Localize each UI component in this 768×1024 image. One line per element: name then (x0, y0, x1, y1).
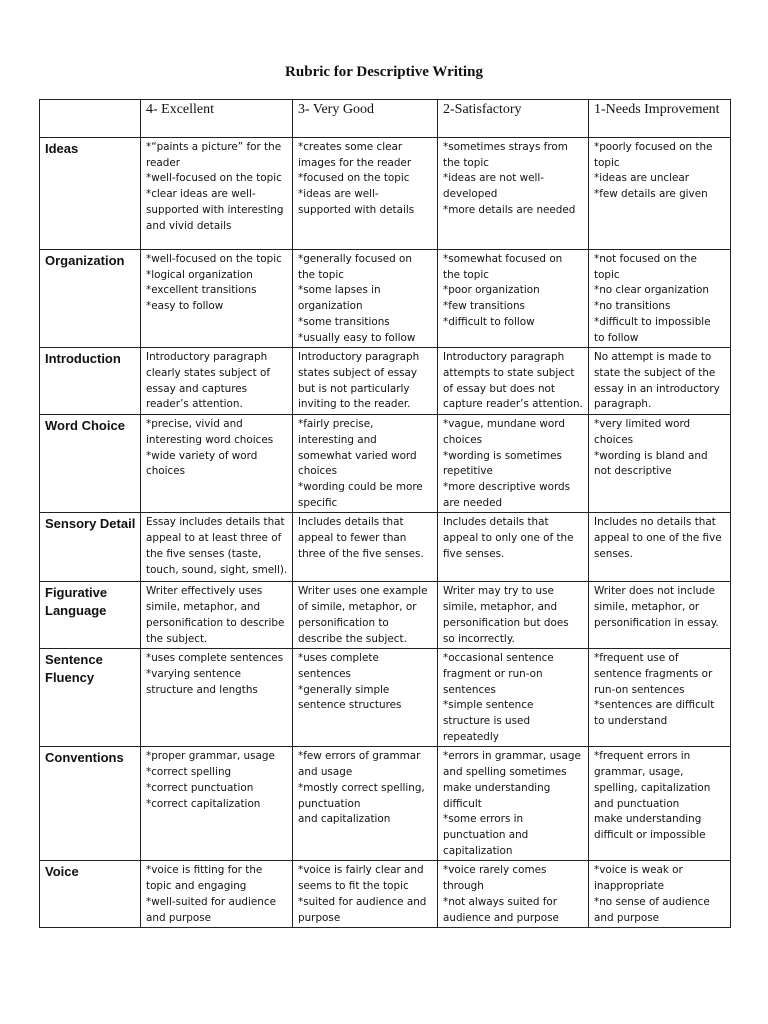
cell-text-line: spelling, capitalization (594, 781, 711, 794)
table-cell (438, 348, 589, 415)
cell-text-line: sentences (298, 667, 351, 680)
cell-text-line: *correct punctuation (146, 781, 254, 794)
column-header-satisfactory: 2-Satisfactory (438, 100, 589, 138)
table-cell (438, 250, 589, 348)
cell-text-line: difficult (443, 797, 482, 810)
cell-text-line: sentences (443, 683, 496, 696)
cell-text-line: *voice is weak or (594, 864, 683, 877)
table-cell (141, 513, 293, 582)
table-cell (293, 415, 438, 513)
cell-text-line: the subject. (146, 632, 208, 645)
cell-text-line: and capitalization (298, 813, 391, 826)
cell-text-line: *no sense of audience (594, 895, 710, 908)
cell-text-line: appeal to at least three of (146, 532, 282, 545)
cell-text-line: personification but does (443, 616, 569, 629)
cell-text-line: *easy to follow (146, 300, 224, 313)
cell-text-line: attempts to state subject (443, 366, 575, 379)
cell-text-line: personification in essay. (594, 616, 719, 629)
cell-text-line: through (443, 880, 484, 893)
row-header-criterion: Organization (40, 250, 141, 348)
cell-text-line: the five senses (taste, (146, 547, 262, 560)
cell-text-line: *few transitions (443, 300, 525, 313)
cell-text-line: seems to fit the topic (298, 880, 409, 893)
cell-text-line: essay in an introductory (594, 382, 720, 395)
row-header-criterion: Introduction (40, 348, 141, 415)
cell-text-line: five senses. (443, 547, 505, 560)
cell-text-line: Introductory paragraph (298, 351, 420, 364)
cell-text-line: *uses complete sentences (146, 652, 284, 665)
cell-text-line: *voice rarely comes (443, 864, 547, 877)
cell-text-line: personification to (298, 616, 389, 629)
table-cell (589, 649, 731, 747)
cell-text-line: Includes details that (298, 516, 404, 529)
cell-text-line: *correct spelling (146, 766, 232, 779)
table-row (40, 513, 731, 582)
cell-text-line: choices (443, 433, 483, 446)
cell-text-line: *poorly focused on the (594, 141, 713, 153)
cell-text-line: difficult or impossible (594, 828, 706, 841)
cell-text-line: inviting to the reader. (298, 398, 411, 411)
cell-text-line: *excellent transitions (146, 284, 257, 297)
cell-text-line: somewhat varied word (298, 449, 417, 462)
cell-text-line: *focused on the topic (298, 172, 410, 185)
table-cell (141, 747, 293, 861)
cell-text-line: topic (594, 268, 620, 281)
table-cell (141, 415, 293, 513)
cell-text-line: paragraph. (594, 398, 652, 411)
cell-text-line: interesting and (298, 433, 377, 446)
row-header-criterion: Conventions (40, 747, 141, 861)
cell-text-line: essay and captures (146, 382, 248, 395)
cell-text-line: punctuation and (443, 828, 529, 841)
cell-text-line: reader’s attention. (146, 398, 243, 411)
cell-text-line: choices (298, 465, 338, 478)
table-row (40, 582, 731, 649)
table-cell (589, 138, 731, 250)
table-cell (589, 861, 731, 928)
cell-text-line: Writer uses one example (298, 585, 428, 598)
cell-text-line: Essay includes details that (146, 516, 285, 529)
cell-text-line: *no clear organization (594, 284, 709, 297)
cell-text-line: *generally simple (298, 683, 390, 696)
table-cell (438, 138, 589, 250)
table-row (40, 415, 731, 513)
cell-text-line: *wording is sometimes (443, 449, 562, 462)
column-header-needs-improvement: 1-Needs Improvement (589, 100, 731, 138)
table-cell (293, 513, 438, 582)
cell-text-line: organization (298, 300, 363, 313)
cell-text-line: so incorrectly. (443, 632, 515, 645)
cell-text-line: *suited for audience and (298, 895, 427, 908)
column-header-excellent: 4- Excellent (141, 100, 293, 138)
cell-text-line: specific (298, 496, 338, 509)
cell-text-line: *ideas are well- (298, 188, 379, 201)
cell-text-line: reader (146, 156, 181, 169)
cell-text-line: simile, metaphor, or (594, 601, 700, 614)
cell-text-line: *some lapses in (298, 284, 381, 297)
cell-text-line: supported with interesting (146, 203, 284, 216)
rubric-table (39, 99, 731, 928)
cell-text-line: *creates some clear (298, 141, 403, 153)
cell-text-line: *sentences are difficult (594, 699, 715, 712)
table-row (40, 649, 731, 747)
cell-text-line: *difficult to follow (443, 315, 535, 328)
cell-text-line: No attempt is made to (594, 351, 712, 364)
cell-text-line: three of the five senses. (298, 547, 424, 560)
cell-text-line: *more details are needed (443, 203, 576, 216)
table-cell (141, 138, 293, 250)
cell-text-line: appeal to one of the five (594, 532, 722, 545)
cell-text-line: simile, metaphor, and (443, 601, 558, 614)
cell-text-line: senses. (594, 547, 633, 560)
cell-text-line: *some transitions (298, 315, 390, 328)
cell-text-line: interesting word choices (146, 433, 274, 446)
cell-text-line: and purpose (594, 911, 660, 924)
cell-text-line: structure is used (443, 715, 531, 728)
cell-text-line: *frequent use of (594, 652, 679, 665)
table-cell (589, 250, 731, 348)
cell-text-line: Includes details that (443, 516, 549, 529)
column-header-criterion (40, 100, 141, 138)
table-cell (293, 649, 438, 747)
cell-text-line: *voice is fairly clear and (298, 864, 424, 877)
cell-text-line: Writer effectively uses (146, 585, 263, 598)
cell-text-line: *correct capitalization (146, 797, 261, 810)
cell-text-line: repetitive (443, 465, 493, 478)
cell-text-line: capture reader’s attention. (443, 398, 583, 411)
cell-text-line: of essay but does not (443, 382, 555, 395)
table-cell (141, 861, 293, 928)
cell-text-line: *frequent errors in (594, 750, 691, 763)
cell-text-line: *ideas are not well- (443, 172, 544, 185)
cell-text-line: *wide variety of word (146, 449, 258, 462)
cell-text-line: touch, sound, sight, smell). (146, 563, 288, 576)
cell-text-line: *well-focused on the topic (146, 172, 282, 185)
table-cell (438, 861, 589, 928)
cell-text-line: punctuation (298, 797, 361, 810)
table-cell (589, 415, 731, 513)
cell-text-line: *well-suited for audience (146, 895, 276, 908)
table-cell (589, 348, 731, 415)
cell-text-line: *few details are given (594, 188, 708, 201)
cell-text-line: supported with details (298, 203, 415, 216)
cell-text-line: Introductory paragraph (146, 351, 268, 364)
page-title: Rubric for Descriptive Writing (285, 64, 483, 80)
row-header-criterion: Sensory Detail (40, 513, 141, 582)
cell-text-line: structure and lengths (146, 683, 258, 696)
table-cell (589, 582, 731, 649)
cell-text-line: *voice is fitting for the (146, 864, 263, 877)
table-cell (589, 747, 731, 861)
cell-text-line: Writer does not include (594, 585, 716, 598)
table-cell (293, 861, 438, 928)
table-row (40, 348, 731, 415)
cell-text-line: *clear ideas are well- (146, 188, 256, 201)
cell-text-line: *proper grammar, usage (146, 750, 275, 763)
cell-text-line: *not always suited for (443, 895, 558, 908)
cell-text-line: of simile, metaphor, or (298, 601, 417, 614)
cell-text-line: topic and engaging (146, 880, 247, 893)
cell-text-line: *ideas are unclear (594, 172, 690, 185)
table-cell (293, 582, 438, 649)
cell-text-line: are needed (443, 496, 503, 509)
cell-text-line: and vivid details (146, 219, 232, 232)
cell-text-line: *few errors of grammar (298, 750, 421, 763)
cell-text-line: *well-focused on the topic (146, 253, 282, 265)
cell-text-line: *logical organization (146, 268, 253, 281)
cell-text-line: *usually easy to follow (298, 331, 416, 344)
cell-text-line: *somewhat focused on (443, 253, 563, 265)
cell-text-line: appeal to fewer than (298, 532, 407, 545)
header-row (40, 100, 731, 138)
table-row (40, 861, 731, 928)
cell-text-line: *very limited word (594, 418, 691, 431)
cell-text-line: not descriptive (594, 465, 672, 478)
cell-text-line: *uses complete (298, 652, 379, 665)
table-cell (438, 582, 589, 649)
cell-text-line: to understand (594, 715, 668, 728)
cell-text-line: Includes no details that (594, 516, 716, 529)
table-cell (141, 250, 293, 348)
table-cell (293, 348, 438, 415)
cell-text-line: capitalization (443, 844, 513, 857)
cell-text-line: *mostly correct spelling, (298, 781, 425, 794)
cell-text-line: *poor organization (443, 284, 540, 297)
cell-text-line: developed (443, 188, 498, 201)
cell-text-line: *wording is bland and (594, 449, 708, 462)
cell-text-line: personification to describe (146, 616, 285, 629)
cell-text-line: *varying sentence (146, 667, 242, 680)
cell-text-line: *not focused on the (594, 253, 697, 265)
cell-text-line: Writer may try to use (443, 585, 554, 598)
cell-text-line: appeal to only one of the (443, 532, 574, 545)
row-header-criterion: Sentence Fluency (40, 649, 141, 747)
table-cell (293, 250, 438, 348)
cell-text-line: *difficult to impossible (594, 315, 711, 328)
cell-text-line: to follow (594, 331, 639, 344)
cell-text-line: *generally focused on (298, 253, 412, 265)
cell-text-line: *no transitions (594, 300, 671, 313)
table-cell (141, 348, 293, 415)
cell-text-line: the topic (443, 156, 489, 169)
row-header-criterion: Voice (40, 861, 141, 928)
cell-text-line: make understanding (594, 813, 702, 826)
cell-text-line: choices (146, 465, 186, 478)
cell-text-line: make understanding (443, 781, 551, 794)
table-cell (438, 415, 589, 513)
cell-text-line: inappropriate (594, 880, 665, 893)
cell-text-line: sentence structures (298, 699, 402, 712)
cell-text-line: *more descriptive words (443, 481, 571, 494)
cell-text-line: choices (594, 433, 634, 446)
cell-text-line: *sometimes strays from (443, 141, 568, 153)
cell-text-line: and purpose (146, 911, 212, 924)
cell-text-line: Introductory paragraph (443, 351, 565, 364)
table-row (40, 138, 731, 250)
cell-text-line: grammar, usage, (594, 766, 684, 779)
cell-text-line: *vague, mundane word (443, 418, 565, 431)
table-cell (589, 513, 731, 582)
cell-text-line: audience and purpose (443, 911, 559, 924)
row-header-criterion: Word Choice (40, 415, 141, 513)
table-row (40, 250, 731, 348)
cell-text-line: *some errors in (443, 813, 524, 826)
rubric-body (40, 138, 731, 928)
table-cell (293, 138, 438, 250)
cell-text-line: the topic (298, 268, 344, 281)
table-cell (141, 649, 293, 747)
table-cell (438, 747, 589, 861)
cell-text-line: and punctuation (594, 797, 680, 810)
cell-text-line: and spelling sometimes (443, 766, 567, 779)
column-header-very-good: 3- Very Good (293, 100, 438, 138)
cell-text-line: sentence fragments or (594, 667, 713, 680)
table-row (40, 747, 731, 861)
table-cell (141, 582, 293, 649)
cell-text-line: topic (594, 156, 620, 169)
cell-text-line: the topic (443, 268, 489, 281)
cell-text-line: state the subject of the (594, 366, 716, 379)
cell-text-line: *simple sentence (443, 699, 534, 712)
cell-text-line: purpose (298, 911, 341, 924)
cell-text-line: *precise, vivid and (146, 418, 243, 431)
cell-text-line: fragment or run-on (443, 667, 543, 680)
row-header-criterion: Ideas (40, 138, 141, 250)
cell-text-line: clearly states subject of (146, 366, 270, 379)
cell-text-line: repeatedly (443, 730, 499, 743)
table-cell (438, 649, 589, 747)
cell-text-line: states subject of essay (298, 366, 418, 379)
cell-text-line: *fairly precise, (298, 418, 374, 431)
table-cell (293, 747, 438, 861)
cell-text-line: images for the reader (298, 156, 412, 169)
table-cell (438, 513, 589, 582)
cell-text-line: *errors in grammar, usage (443, 750, 581, 763)
cell-text-line: but is not particularly (298, 382, 410, 395)
cell-text-line: and usage (298, 766, 353, 779)
cell-text-line: describe the subject. (298, 632, 407, 645)
cell-text-line: *occasional sentence (443, 652, 554, 665)
cell-text-line: *wording could be more (298, 481, 423, 494)
cell-text-line: run-on sentences (594, 683, 685, 696)
cell-text-line: simile, metaphor, and (146, 601, 261, 614)
row-header-criterion: Figurative Language (40, 582, 141, 649)
cell-text-line: *“paints a picture” for the (146, 141, 282, 153)
